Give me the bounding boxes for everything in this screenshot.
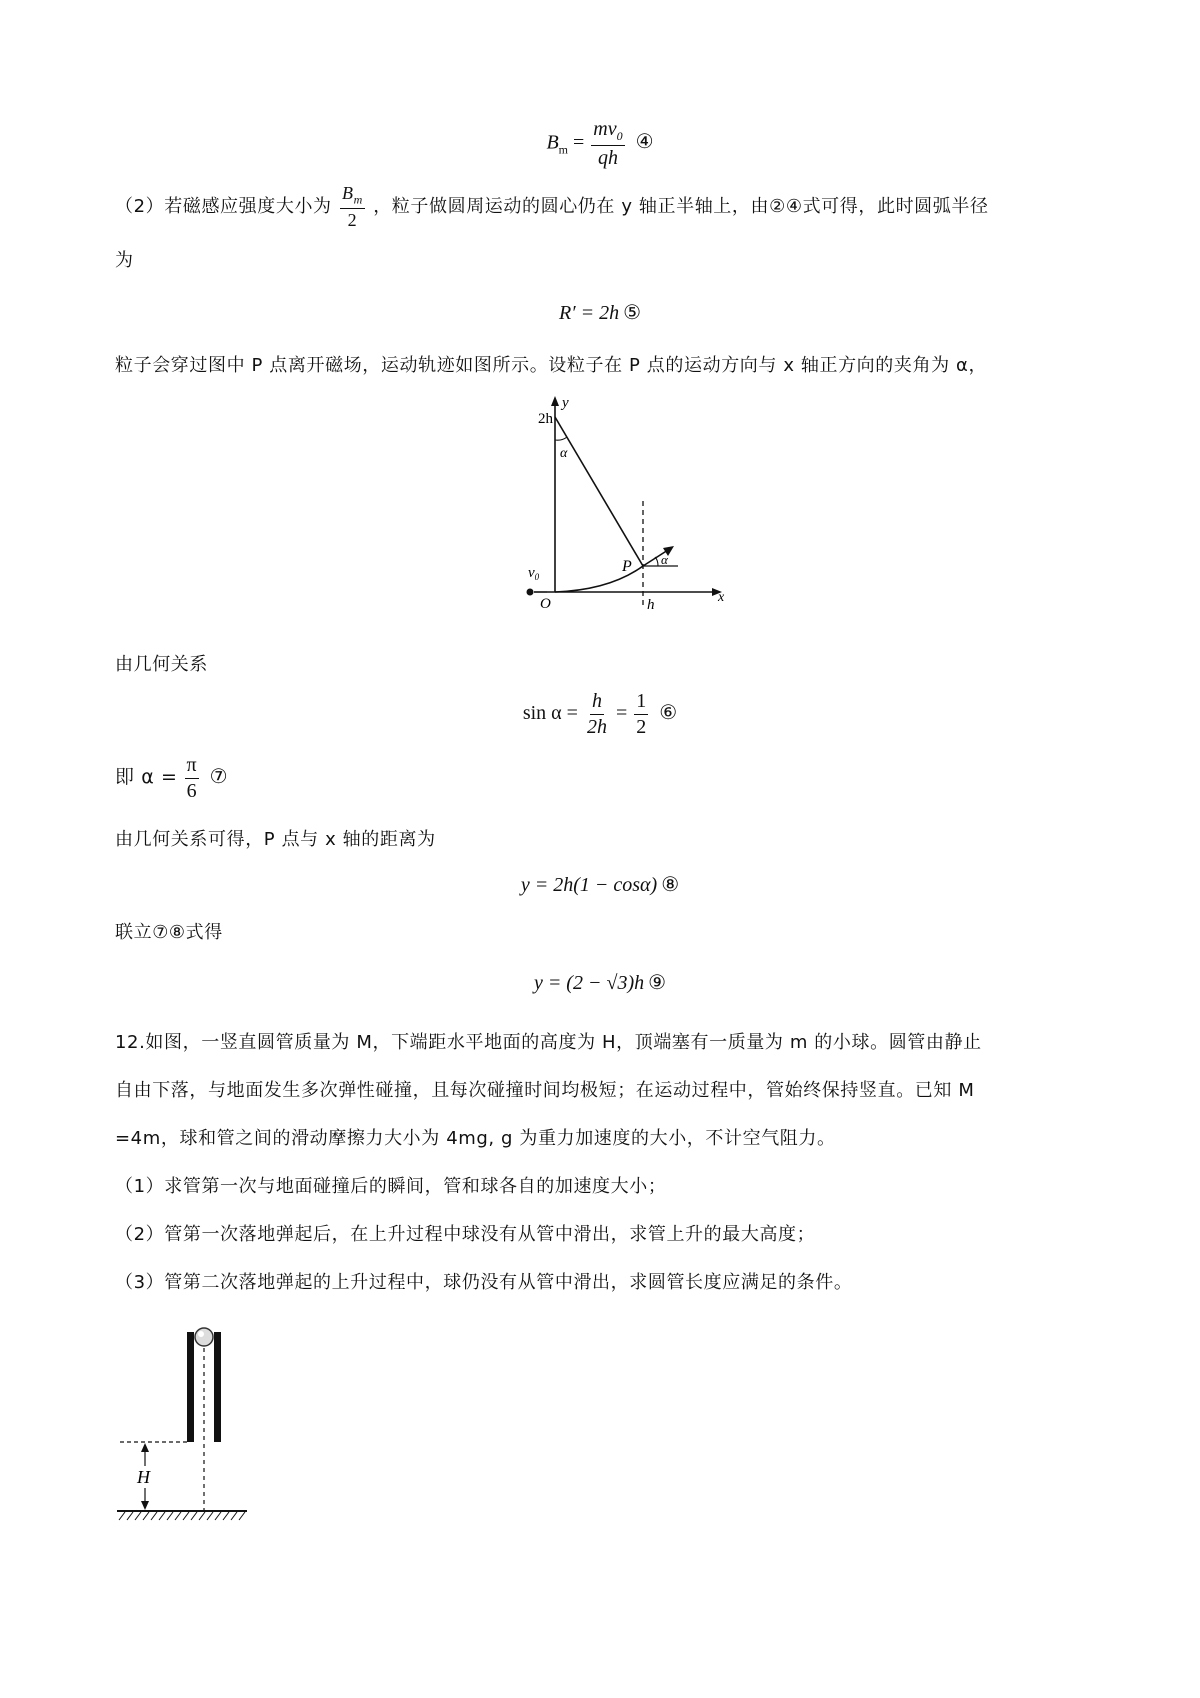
eq4-lhs: B — [546, 131, 559, 154]
eq6-fraction-2 — [634, 690, 648, 739]
radius-line — [555, 417, 643, 566]
equation-7 — [115, 754, 228, 803]
eq4-lhs-sub: m — [558, 142, 568, 157]
eq6-f1-num: h — [590, 690, 604, 715]
eq7-fraction — [185, 754, 199, 803]
tube-figure — [115, 1320, 275, 1525]
two-h-label: 2h — [538, 411, 553, 427]
paragraph-6: 联立⑦⑧式得 — [115, 922, 223, 943]
p-label: P — [622, 558, 632, 575]
eq8-text: y = 2h(1 − cosα) — [520, 874, 658, 896]
tube-left-wall — [187, 1332, 194, 1442]
q12-sub1: （1）求管第一次与地面碰撞后的瞬间，管和球各自的加速度大小； — [115, 1176, 667, 1197]
ball-highlight — [198, 1331, 204, 1337]
y-axis-arrow — [551, 396, 559, 406]
y-label: y — [562, 395, 569, 411]
alpha-p-label: α — [661, 552, 668, 567]
alpha-top-label: α — [560, 446, 568, 461]
equation-6 — [0, 690, 1200, 739]
angle-arc-p — [655, 557, 658, 566]
h-label: H — [137, 1467, 150, 1487]
p2-frac-num: B — [341, 183, 354, 203]
paragraph-2-line2: 为 — [115, 250, 134, 271]
eq8-tag: ⑧ — [661, 872, 680, 896]
eq7-prefix: 即 α = — [115, 766, 178, 789]
height-arrow-up — [141, 1443, 149, 1452]
p2-frac-den: 2 — [347, 210, 358, 231]
height-arrow-down — [141, 1501, 149, 1510]
eq6-f1-den: 2h — [586, 716, 607, 738]
p2-suffix: ，粒子做圆周运动的圆心仍在 y 轴正半轴上，由②④式可得，此时圆弧半径 — [373, 196, 989, 218]
q12-sub2: （2）管第一次落地弹起后，在上升过程中球没有从管中滑出，求管上升的最大高度； — [115, 1224, 816, 1245]
equation-4: $B_m$ = $\frac{mv_0}{qh}$ ④ — [546, 118, 654, 169]
v0-label: $v_0$ — [528, 565, 540, 582]
eq7-num: π — [185, 754, 199, 779]
eq5-tag: ⑤ — [623, 300, 642, 324]
angle-arc-top — [555, 437, 567, 440]
eq4-fraction — [591, 118, 624, 170]
q12-line2: 自由下落，与地面发生多次弹性碰撞，且每次碰撞时间均极短；在运动过程中，管始终保持竖直。已知 M — [115, 1080, 975, 1101]
eq9-text: y = (2 − √3)h — [533, 972, 645, 994]
eq4-num: mv — [593, 118, 617, 140]
eq6-tag: ⑥ — [659, 700, 678, 725]
equation-5 — [0, 300, 1200, 325]
ball — [195, 1328, 213, 1346]
paragraph-5: 由几何关系可得，P 点与 x 轴的距离为 — [115, 829, 436, 850]
origin-label: O — [540, 596, 551, 612]
eq4-tag: ④ — [635, 129, 654, 154]
paragraph-2 — [115, 183, 989, 231]
eq6-lhs: sin α = — [522, 702, 578, 725]
q12-sub3: （3）管第二次落地弹起的上升过程中，球仍没有从管中滑出，求圆管长度应满足的条件。 — [115, 1272, 853, 1293]
equation-9 — [0, 970, 1200, 995]
ground-hatching — [119, 1512, 245, 1520]
trajectory-figure — [500, 395, 740, 625]
particle-dot — [527, 589, 534, 596]
p2-frac-num-sub: m — [353, 192, 363, 207]
eq6-f2-num: 1 — [634, 690, 648, 715]
x-label: x — [718, 590, 725, 605]
paragraph-3: 粒子会穿过图中 P 点离开磁场，运动轨迹如图所示。设粒子在 P 点的运动方向与 x 轴正方向的夹角为 α， — [115, 355, 988, 376]
eq5-text: R′ = 2h — [558, 302, 620, 324]
equation-8 — [0, 872, 1200, 897]
eq4-den: qh — [597, 146, 618, 169]
eq7-tag: ⑦ — [209, 764, 228, 789]
eq6-fraction-1 — [585, 690, 609, 739]
p2-prefix: （2）若磁感应强度大小为 — [115, 196, 332, 218]
tube-right-wall — [214, 1332, 221, 1442]
eq7-den: 6 — [186, 780, 197, 802]
paragraph-4: 由几何关系 — [115, 654, 208, 675]
eq6-f2-den: 2 — [636, 716, 647, 738]
eq4-num-sub: 0 — [616, 129, 623, 143]
p2-fraction — [340, 183, 365, 231]
eq6-eq: = — [615, 702, 628, 725]
q12-line3: =4m，球和管之间的滑动摩擦力大小为 4mg, g 为重力加速度的大小，不计空气阻力。 — [115, 1128, 836, 1149]
eq9-tag: ⑨ — [648, 970, 667, 994]
q12-line1: 12.如图，一竖直圆管质量为 M，下端距水平地面的高度为 H，顶端塞有一质量为 m 的小球。圆管由静止 — [115, 1032, 982, 1053]
h-label: h — [647, 597, 655, 613]
